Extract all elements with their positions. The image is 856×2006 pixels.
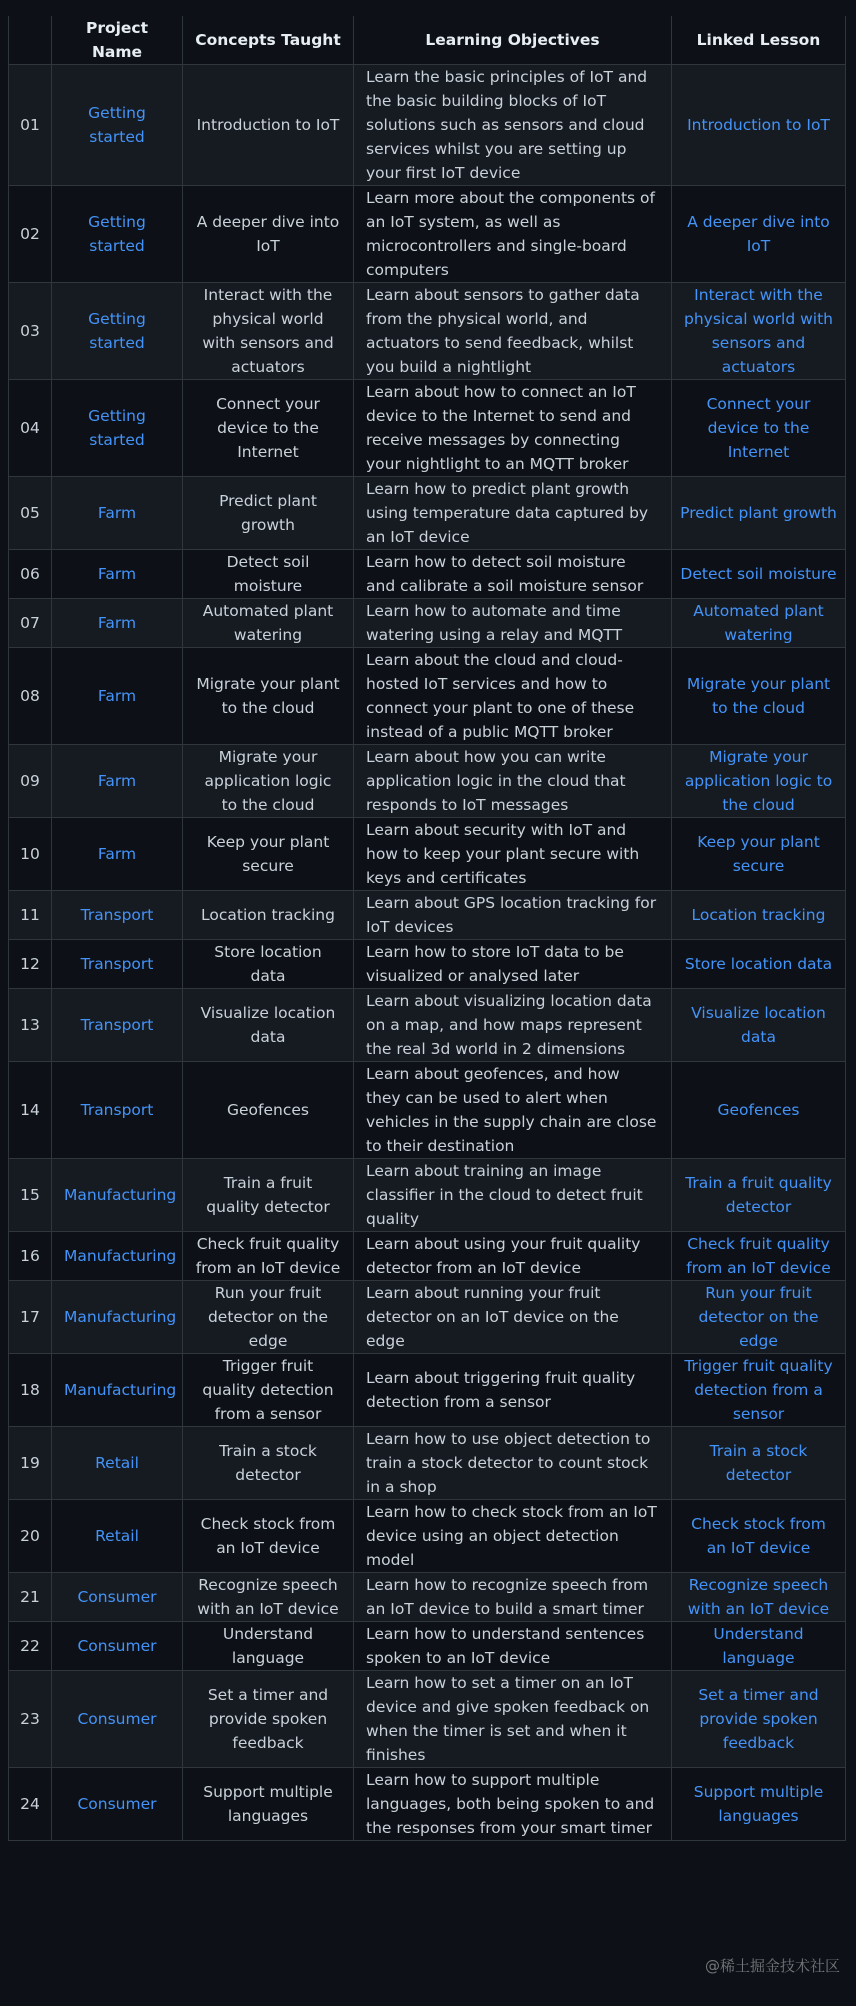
concept-taught: Automated plant watering <box>183 599 354 648</box>
concept-taught: A deeper dive into IoT <box>183 186 354 283</box>
header-project-name: Project Name <box>52 16 183 65</box>
header-number <box>9 16 52 65</box>
table-row <box>9 891 846 940</box>
table-row <box>9 989 846 1062</box>
table-row <box>9 65 846 186</box>
learning-objective: Learn the basic principles of IoT and the basic building blocks of IoT solutions such as sensors and cloud services whilst you are setting up your first IoT device <box>354 65 672 186</box>
linked-lesson-link[interactable]: Connect your device to the Internet <box>672 380 846 477</box>
project-name-link[interactable]: Farm <box>52 745 183 818</box>
table-row <box>9 1427 846 1500</box>
concept-taught: Introduction to IoT <box>183 65 354 186</box>
learning-objective: Learn more about the components of an IoT system, as well as microcontrollers and single-board computers <box>354 186 672 283</box>
table-row <box>9 1622 846 1671</box>
linked-lesson-link[interactable]: Geofences <box>672 1062 846 1159</box>
header-learning-objectives: Learning Objectives <box>354 16 672 65</box>
table-row <box>9 745 846 818</box>
learning-objective: Learn about geofences, and how they can be used to alert when vehicles in the supply chain are close to their destination <box>354 1062 672 1159</box>
project-name-link[interactable]: Manufacturing <box>52 1232 183 1281</box>
lesson-number: 13 <box>9 989 52 1062</box>
lesson-number: 18 <box>9 1354 52 1427</box>
concept-taught: Trigger fruit quality detection from a sensor <box>183 1354 354 1427</box>
project-name-link[interactable]: Manufacturing <box>52 1354 183 1427</box>
learning-objective: Learn about GPS location tracking for IoT devices <box>354 891 672 940</box>
concept-taught: Train a fruit quality detector <box>183 1159 354 1232</box>
project-name-link[interactable]: Getting started <box>52 186 183 283</box>
project-name-link[interactable]: Consumer <box>52 1768 183 1841</box>
project-name-link[interactable]: Transport <box>52 891 183 940</box>
concept-taught: Interact with the physical world with sensors and actuators <box>183 283 354 380</box>
concept-taught: Detect soil moisture <box>183 550 354 599</box>
project-name-link[interactable]: Retail <box>52 1500 183 1573</box>
linked-lesson-link[interactable]: Check fruit quality from an IoT device <box>672 1232 846 1281</box>
concept-taught: Set a timer and provide spoken feedback <box>183 1671 354 1768</box>
linked-lesson-link[interactable]: Predict plant growth <box>672 477 846 550</box>
table-row <box>9 1768 846 1841</box>
learning-objective: Learn about security with IoT and how to keep your plant secure with keys and certificates <box>354 818 672 891</box>
project-name-link[interactable]: Getting started <box>52 380 183 477</box>
lesson-number: 21 <box>9 1573 52 1622</box>
table-row <box>9 940 846 989</box>
lesson-number: 19 <box>9 1427 52 1500</box>
learning-objective: Learn how to set a timer on an IoT device and give spoken feedback on when the timer is set and when it finishes <box>354 1671 672 1768</box>
lesson-number: 12 <box>9 940 52 989</box>
lesson-number: 06 <box>9 550 52 599</box>
lesson-number: 14 <box>9 1062 52 1159</box>
learning-objective: Learn about running your fruit detector on an IoT device on the edge <box>354 1281 672 1354</box>
concept-taught: Connect your device to the Internet <box>183 380 354 477</box>
lesson-number: 16 <box>9 1232 52 1281</box>
learning-objective: Learn how to support multiple languages, both being spoken to and the responses from your smart timer <box>354 1768 672 1841</box>
learning-objective: Learn how to check stock from an IoT device using an object detection model <box>354 1500 672 1573</box>
concept-taught: Support multiple languages <box>183 1768 354 1841</box>
learning-objective: Learn how to use object detection to train a stock detector to count stock in a shop <box>354 1427 672 1500</box>
learning-objective: Learn about the cloud and cloud-hosted IoT services and how to connect your plant to one of these instead of a public MQTT broker <box>354 648 672 745</box>
lesson-number: 01 <box>9 65 52 186</box>
table-row <box>9 477 846 550</box>
project-name-link[interactable]: Transport <box>52 940 183 989</box>
project-name-link[interactable]: Transport <box>52 989 183 1062</box>
linked-lesson-link[interactable]: Set a timer and provide spoken feedback <box>672 1671 846 1768</box>
project-name-link[interactable]: Farm <box>52 648 183 745</box>
linked-lesson-link[interactable]: Check stock from an IoT device <box>672 1500 846 1573</box>
linked-lesson-link[interactable]: Store location data <box>672 940 846 989</box>
linked-lesson-link[interactable]: Support multiple languages <box>672 1768 846 1841</box>
header-row <box>9 16 846 65</box>
learning-objective: Learn about visualizing location data on a map, and how maps represent the real 3d world in 2 dimensions <box>354 989 672 1062</box>
table-row <box>9 818 846 891</box>
table-row <box>9 550 846 599</box>
linked-lesson-link[interactable]: Train a fruit quality detector <box>672 1159 846 1232</box>
linked-lesson-link[interactable]: Migrate your application logic to the cloud <box>672 745 846 818</box>
project-name-link[interactable]: Farm <box>52 477 183 550</box>
linked-lesson-link[interactable]: Run your fruit detector on the edge <box>672 1281 846 1354</box>
project-name-link[interactable]: Consumer <box>52 1622 183 1671</box>
concept-taught: Run your fruit detector on the edge <box>183 1281 354 1354</box>
linked-lesson-link[interactable]: Migrate your plant to the cloud <box>672 648 846 745</box>
linked-lesson-link[interactable]: Visualize location data <box>672 989 846 1062</box>
table-row <box>9 1573 846 1622</box>
concept-taught: Recognize speech with an IoT device <box>183 1573 354 1622</box>
concept-taught: Check stock from an IoT device <box>183 1500 354 1573</box>
learning-objective: Learn about how you can write application logic in the cloud that responds to IoT messages <box>354 745 672 818</box>
linked-lesson-link[interactable]: Introduction to IoT <box>672 65 846 186</box>
project-name-link[interactable]: Consumer <box>52 1573 183 1622</box>
learning-objective: Learn how to understand sentences spoken to an IoT device <box>354 1622 672 1671</box>
table-row <box>9 648 846 745</box>
lesson-number: 20 <box>9 1500 52 1573</box>
learning-objective: Learn how to automate and time watering using a relay and MQTT <box>354 599 672 648</box>
linked-lesson-link[interactable]: A deeper dive into IoT <box>672 186 846 283</box>
lesson-number: 02 <box>9 186 52 283</box>
learning-objective: Learn about sensors to gather data from the physical world, and actuators to send feedback, whilst you build a nightlight <box>354 283 672 380</box>
project-name-link[interactable]: Consumer <box>52 1671 183 1768</box>
concept-taught: Location tracking <box>183 891 354 940</box>
concept-taught: Predict plant growth <box>183 477 354 550</box>
concept-taught: Migrate your application logic to the cloud <box>183 745 354 818</box>
learning-objective: Learn how to store IoT data to be visualized or analysed later <box>354 940 672 989</box>
linked-lesson-link[interactable]: Recognize speech with an IoT device <box>672 1573 846 1622</box>
linked-lesson-link[interactable]: Train a stock detector <box>672 1427 846 1500</box>
watermark: @稀土掘金技术社区 <box>704 1957 840 1975</box>
concept-taught: Migrate your plant to the cloud <box>183 648 354 745</box>
project-name-link[interactable]: Manufacturing <box>52 1159 183 1232</box>
table-row <box>9 380 846 477</box>
header-concepts-taught: Concepts Taught <box>183 16 354 65</box>
learning-objective: Learn about how to connect an IoT device to the Internet to send and receive messages by connecting your nightlight to an MQTT broker <box>354 380 672 477</box>
concept-taught: Understand language <box>183 1622 354 1671</box>
lesson-number: 10 <box>9 818 52 891</box>
table-row <box>9 186 846 283</box>
project-name-link[interactable]: Farm <box>52 550 183 599</box>
learning-objective: Learn how to predict plant growth using temperature data captured by an IoT device <box>354 477 672 550</box>
concept-taught: Check fruit quality from an IoT device <box>183 1232 354 1281</box>
learning-objective: Learn about training an image classifier in the cloud to detect fruit quality <box>354 1159 672 1232</box>
table-row <box>9 599 846 648</box>
linked-lesson-link[interactable]: Understand language <box>672 1622 846 1671</box>
header-linked-lesson: Linked Lesson <box>672 16 846 65</box>
table-row <box>9 1281 846 1354</box>
linked-lesson-link[interactable]: Trigger fruit quality detection from a sensor <box>672 1354 846 1427</box>
lesson-number: 09 <box>9 745 52 818</box>
lesson-number: 22 <box>9 1622 52 1671</box>
lesson-number: 23 <box>9 1671 52 1768</box>
project-name-link[interactable]: Getting started <box>52 283 183 380</box>
lesson-number: 17 <box>9 1281 52 1354</box>
concept-taught: Geofences <box>183 1062 354 1159</box>
learning-objective: Learn how to detect soil moisture and calibrate a soil moisture sensor <box>354 550 672 599</box>
lesson-number: 05 <box>9 477 52 550</box>
table-row <box>9 1232 846 1281</box>
lesson-number: 07 <box>9 599 52 648</box>
linked-lesson-link[interactable]: Automated plant watering <box>672 599 846 648</box>
table-row <box>9 1671 846 1768</box>
project-name-link[interactable]: Transport <box>52 1062 183 1159</box>
project-name-link[interactable]: Farm <box>52 818 183 891</box>
table-row <box>9 283 846 380</box>
lesson-number: 24 <box>9 1768 52 1841</box>
lesson-number: 08 <box>9 648 52 745</box>
table-row <box>9 1062 846 1159</box>
project-name-link[interactable]: Farm <box>52 599 183 648</box>
concept-taught: Visualize location data <box>183 989 354 1062</box>
table-body <box>9 65 846 1841</box>
table-row <box>9 1159 846 1232</box>
learning-objective: Learn how to recognize speech from an IoT device to build a smart timer <box>354 1573 672 1622</box>
lesson-number: 04 <box>9 380 52 477</box>
linked-lesson-link[interactable]: Keep your plant secure <box>672 818 846 891</box>
concept-taught: Keep your plant secure <box>183 818 354 891</box>
project-name-link[interactable]: Retail <box>52 1427 183 1500</box>
concept-taught: Store location data <box>183 940 354 989</box>
lessons-table <box>8 16 846 1841</box>
lesson-number: 15 <box>9 1159 52 1232</box>
table-header <box>9 16 846 65</box>
linked-lesson-link[interactable]: Location tracking <box>672 891 846 940</box>
lesson-number: 11 <box>9 891 52 940</box>
lesson-number: 03 <box>9 283 52 380</box>
project-name-link[interactable]: Getting started <box>52 65 183 186</box>
linked-lesson-link[interactable]: Interact with the physical world with sensors and actuators <box>672 283 846 380</box>
learning-objective: Learn about using your fruit quality detector from an IoT device <box>354 1232 672 1281</box>
concept-taught: Train a stock detector <box>183 1427 354 1500</box>
learning-objective: Learn about triggering fruit quality detection from a sensor <box>354 1354 672 1427</box>
linked-lesson-link[interactable]: Detect soil moisture <box>672 550 846 599</box>
project-name-link[interactable]: Manufacturing <box>52 1281 183 1354</box>
table-row <box>9 1500 846 1573</box>
table-row <box>9 1354 846 1427</box>
